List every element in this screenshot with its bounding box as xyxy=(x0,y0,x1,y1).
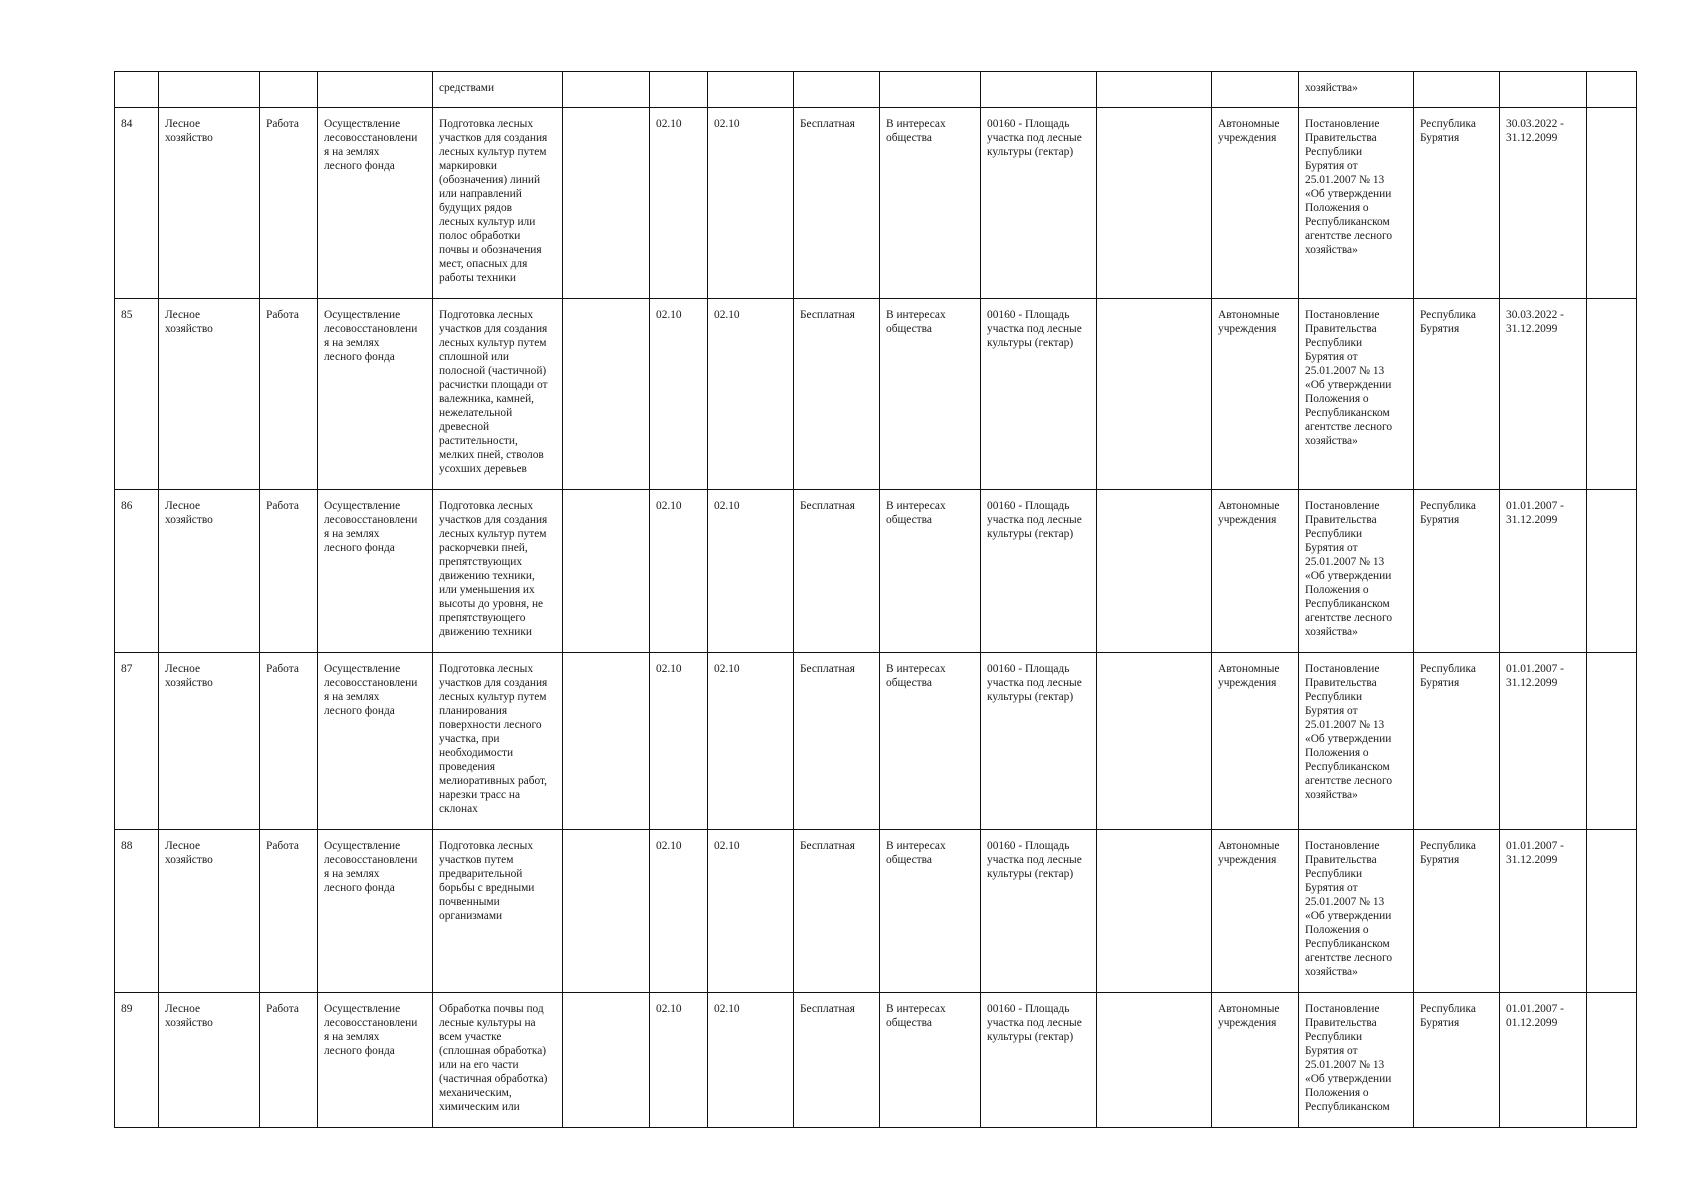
period-text: 30.03.2022 - 31.12.2099 xyxy=(1506,118,1564,144)
description-text: Подготовка лесных участков для создания лесных культур путем планирования поверхности лесного участка, при необходимости проведения мелиоративных работ, нарезки трасс на склонах xyxy=(439,663,548,815)
cell-region xyxy=(1414,299,1500,490)
cell-region xyxy=(1414,72,1500,108)
type-text: Работа xyxy=(266,663,299,675)
cell-num xyxy=(115,653,159,830)
code1-text: 02.10 xyxy=(656,663,682,675)
cell-legal-act xyxy=(1299,299,1414,490)
cell-num xyxy=(115,299,159,490)
code1-text: 02.10 xyxy=(656,500,682,512)
sector-text: Лесное хозяйство xyxy=(165,663,213,689)
cell-description xyxy=(433,72,563,108)
cell-last xyxy=(1587,653,1637,830)
legal-act-text: Постановление Правительства Республики Бурятия от 25.01.2007 № 13 «Об утверждении Положения о Республиканском агентстве лесного хозяйства» xyxy=(1305,663,1393,801)
cell-code1 xyxy=(650,299,708,490)
cell-indicator xyxy=(981,993,1097,1128)
cell-blank xyxy=(1097,72,1212,108)
cell-description xyxy=(433,993,563,1128)
region-text: Республика Бурятия xyxy=(1420,663,1476,689)
cell-blank xyxy=(1097,830,1212,993)
cell-num xyxy=(115,490,159,653)
num-text: 84 xyxy=(121,118,133,130)
num-text: 88 xyxy=(121,840,133,852)
cell-sector xyxy=(159,490,260,653)
cell-indicator xyxy=(981,490,1097,653)
cell-interest xyxy=(880,993,981,1128)
table-row xyxy=(115,299,1637,490)
cell-code1 xyxy=(650,108,708,299)
legal-act-text: хозяйства» xyxy=(1305,82,1358,94)
cell-region xyxy=(1414,653,1500,830)
cell-sector xyxy=(159,72,260,108)
num-text: 87 xyxy=(121,663,133,675)
cell-last xyxy=(1587,72,1637,108)
cell-description xyxy=(433,830,563,993)
cell-sector xyxy=(159,830,260,993)
region-text: Республика Бурятия xyxy=(1420,840,1476,866)
cell-extra xyxy=(563,490,650,653)
cell-code1 xyxy=(650,72,708,108)
cell-last xyxy=(1587,108,1637,299)
cell-period xyxy=(1500,108,1587,299)
period-text: 01.01.2007 - 31.12.2099 xyxy=(1506,500,1564,526)
cell-description xyxy=(433,299,563,490)
cell-extra xyxy=(563,993,650,1128)
cell-region xyxy=(1414,490,1500,653)
service-text: Осуществление лесовосстановлени я на землях лесного фонда xyxy=(324,500,418,554)
institution-text: Автономные учреждения xyxy=(1218,840,1280,866)
period-text: 30.03.2022 - 31.12.2099 xyxy=(1506,309,1564,335)
cell-code2 xyxy=(708,993,794,1128)
num-text: 86 xyxy=(121,500,133,512)
cell-legal-act xyxy=(1299,830,1414,993)
continuation-row xyxy=(115,72,1637,108)
cell-last xyxy=(1587,490,1637,653)
cell-interest xyxy=(880,490,981,653)
cell-description xyxy=(433,490,563,653)
cell-payment xyxy=(794,653,880,830)
cell-region xyxy=(1414,830,1500,993)
cell-blank xyxy=(1097,490,1212,653)
num-text: 85 xyxy=(121,309,133,321)
services-table xyxy=(114,71,1637,1128)
cell-extra xyxy=(563,72,650,108)
code2-text: 02.10 xyxy=(714,1003,740,1015)
cell-sector xyxy=(159,653,260,830)
num-text: 89 xyxy=(121,1003,133,1015)
cell-service xyxy=(318,830,433,993)
cell-indicator xyxy=(981,653,1097,830)
cell-sector xyxy=(159,993,260,1128)
cell-payment xyxy=(794,830,880,993)
cell-sector xyxy=(159,299,260,490)
cell-description xyxy=(433,108,563,299)
period-text: 01.01.2007 - 31.12.2099 xyxy=(1506,663,1564,689)
cell-code1 xyxy=(650,830,708,993)
cell-institution xyxy=(1212,299,1299,490)
cell-institution xyxy=(1212,490,1299,653)
service-text: Осуществление лесовосстановлени я на землях лесного фонда xyxy=(324,309,418,363)
cell-type xyxy=(260,108,318,299)
cell-extra xyxy=(563,299,650,490)
payment-text: Бесплатная xyxy=(800,500,855,512)
interest-text: В интересах общества xyxy=(886,118,946,144)
interest-text: В интересах общества xyxy=(886,309,946,335)
cell-type xyxy=(260,490,318,653)
payment-text: Бесплатная xyxy=(800,840,855,852)
cell-last xyxy=(1587,299,1637,490)
cell-legal-act xyxy=(1299,993,1414,1128)
code1-text: 02.10 xyxy=(656,1003,682,1015)
service-text: Осуществление лесовосстановлени я на землях лесного фонда xyxy=(324,118,418,172)
cell-legal-act xyxy=(1299,653,1414,830)
table-row xyxy=(115,830,1637,993)
code2-text: 02.10 xyxy=(714,663,740,675)
period-text: 01.01.2007 - 01.12.2099 xyxy=(1506,1003,1564,1029)
type-text: Работа xyxy=(266,500,299,512)
code2-text: 02.10 xyxy=(714,309,740,321)
cell-type xyxy=(260,830,318,993)
cell-code2 xyxy=(708,490,794,653)
indicator-text: 00160 - Площадь участка под лесные культуры (гектар) xyxy=(987,309,1082,349)
institution-text: Автономные учреждения xyxy=(1218,663,1280,689)
cell-institution xyxy=(1212,72,1299,108)
cell-code2 xyxy=(708,830,794,993)
cell-sector xyxy=(159,108,260,299)
legal-act-text: Постановление Правительства Республики Бурятия от 25.01.2007 № 13 «Об утверждении Положения о Республиканском агентстве лесного хозяйства» xyxy=(1305,118,1393,256)
description-text: Подготовка лесных участков для создания лесных культур путем маркировки (обозначения) линий или направлений будущих рядов лесных культур или полос обработки почвы и обозначения мест, опасных для работы техники xyxy=(439,118,548,284)
indicator-text: 00160 - Площадь участка под лесные культуры (гектар) xyxy=(987,840,1082,880)
code1-text: 02.10 xyxy=(656,840,682,852)
region-text: Республика Бурятия xyxy=(1420,118,1476,144)
payment-text: Бесплатная xyxy=(800,663,855,675)
type-text: Работа xyxy=(266,118,299,130)
service-text: Осуществление лесовосстановлени я на землях лесного фонда xyxy=(324,840,418,894)
cell-region xyxy=(1414,993,1500,1128)
cell-num xyxy=(115,72,159,108)
cell-code2 xyxy=(708,72,794,108)
service-text: Осуществление лесовосстановлени я на землях лесного фонда xyxy=(324,1003,418,1057)
cell-payment xyxy=(794,72,880,108)
code1-text: 02.10 xyxy=(656,118,682,130)
cell-service xyxy=(318,299,433,490)
cell-interest xyxy=(880,108,981,299)
cell-indicator xyxy=(981,830,1097,993)
cell-legal-act xyxy=(1299,490,1414,653)
payment-text: Бесплатная xyxy=(800,309,855,321)
table-row xyxy=(115,490,1637,653)
indicator-text: 00160 - Площадь участка под лесные культуры (гектар) xyxy=(987,663,1082,703)
cell-code2 xyxy=(708,108,794,299)
cell-blank xyxy=(1097,993,1212,1128)
institution-text: Автономные учреждения xyxy=(1218,309,1280,335)
institution-text: Автономные учреждения xyxy=(1218,118,1280,144)
cell-period xyxy=(1500,490,1587,653)
cell-period xyxy=(1500,72,1587,108)
cell-service xyxy=(318,993,433,1128)
cell-code2 xyxy=(708,653,794,830)
cell-payment xyxy=(794,490,880,653)
cell-legal-act xyxy=(1299,72,1414,108)
cell-institution xyxy=(1212,108,1299,299)
institution-text: Автономные учреждения xyxy=(1218,1003,1280,1029)
period-text: 01.01.2007 - 31.12.2099 xyxy=(1506,840,1564,866)
legal-act-text: Постановление Правительства Республики Бурятия от 25.01.2007 № 13 «Об утверждении Положения о Республиканском агентстве лесного хозяйства» xyxy=(1305,309,1393,447)
cell-type xyxy=(260,72,318,108)
interest-text: В интересах общества xyxy=(886,500,946,526)
type-text: Работа xyxy=(266,840,299,852)
cell-last xyxy=(1587,830,1637,993)
cell-code1 xyxy=(650,490,708,653)
code1-text: 02.10 xyxy=(656,309,682,321)
cell-blank xyxy=(1097,653,1212,830)
interest-text: В интересах общества xyxy=(886,663,946,689)
cell-period xyxy=(1500,830,1587,993)
indicator-text: 00160 - Площадь участка под лесные культуры (гектар) xyxy=(987,118,1082,158)
description-text: Подготовка лесных участков для создания лесных культур путем раскорчевки пней, препятствующих движению техники, или уменьшения их высоты до уровня, не препятствующего движению техники xyxy=(439,500,548,638)
cell-num xyxy=(115,830,159,993)
cell-institution xyxy=(1212,993,1299,1128)
cell-payment xyxy=(794,108,880,299)
sector-text: Лесное хозяйство xyxy=(165,1003,213,1029)
cell-type xyxy=(260,299,318,490)
cell-interest xyxy=(880,299,981,490)
cell-indicator xyxy=(981,72,1097,108)
cell-code1 xyxy=(650,993,708,1128)
cell-region xyxy=(1414,108,1500,299)
cell-indicator xyxy=(981,299,1097,490)
cell-extra xyxy=(563,653,650,830)
cell-extra xyxy=(563,108,650,299)
code2-text: 02.10 xyxy=(714,118,740,130)
cell-type xyxy=(260,993,318,1128)
table-row xyxy=(115,653,1637,830)
interest-text: В интересах общества xyxy=(886,1003,946,1029)
cell-institution xyxy=(1212,830,1299,993)
cell-interest xyxy=(880,653,981,830)
cell-num xyxy=(115,993,159,1128)
cell-blank xyxy=(1097,108,1212,299)
cell-description xyxy=(433,653,563,830)
service-text: Осуществление лесовосстановлени я на землях лесного фонда xyxy=(324,663,418,717)
cell-legal-act xyxy=(1299,108,1414,299)
cell-payment xyxy=(794,993,880,1128)
cell-service xyxy=(318,72,433,108)
sector-text: Лесное хозяйство xyxy=(165,118,213,144)
table-row xyxy=(115,108,1637,299)
code2-text: 02.10 xyxy=(714,500,740,512)
cell-interest xyxy=(880,830,981,993)
cell-type xyxy=(260,653,318,830)
legal-act-text: Постановление Правительства Республики Бурятия от 25.01.2007 № 13 «Об утверждении Положения о Республиканском xyxy=(1305,1003,1392,1113)
indicator-text: 00160 - Площадь участка под лесные культуры (гектар) xyxy=(987,500,1082,540)
cell-institution xyxy=(1212,653,1299,830)
cell-code1 xyxy=(650,653,708,830)
cell-service xyxy=(318,108,433,299)
type-text: Работа xyxy=(266,309,299,321)
cell-blank xyxy=(1097,299,1212,490)
cell-indicator xyxy=(981,108,1097,299)
cell-last xyxy=(1587,993,1637,1128)
type-text: Работа xyxy=(266,1003,299,1015)
region-text: Республика Бурятия xyxy=(1420,309,1476,335)
description-text: средствами xyxy=(439,82,495,94)
cell-service xyxy=(318,490,433,653)
cell-period xyxy=(1500,299,1587,490)
cell-period xyxy=(1500,993,1587,1128)
cell-period xyxy=(1500,653,1587,830)
cell-num xyxy=(115,108,159,299)
sector-text: Лесное хозяйство xyxy=(165,840,213,866)
cell-payment xyxy=(794,299,880,490)
region-text: Республика Бурятия xyxy=(1420,500,1476,526)
cell-extra xyxy=(563,830,650,993)
cell-service xyxy=(318,653,433,830)
description-text: Обработка почвы под лесные культуры на всем участке (сплошная обработка) или на его части (частичная обработка) механическим, химическим или xyxy=(439,1003,548,1113)
region-text: Республика Бурятия xyxy=(1420,1003,1476,1029)
code2-text: 02.10 xyxy=(714,840,740,852)
cell-interest xyxy=(880,72,981,108)
institution-text: Автономные учреждения xyxy=(1218,500,1280,526)
payment-text: Бесплатная xyxy=(800,1003,855,1015)
legal-act-text: Постановление Правительства Республики Бурятия от 25.01.2007 № 13 «Об утверждении Положения о Республиканском агентстве лесного хозяйства» xyxy=(1305,840,1393,978)
sector-text: Лесное хозяйство xyxy=(165,309,213,335)
description-text: Подготовка лесных участков для создания лесных культур путем сплошной или полосной (частичной) расчистки площади от валежника, камней, нежелательной древесной растительности, мелких пней, стволов усохших деревьев xyxy=(439,309,548,475)
sector-text: Лесное хозяйство xyxy=(165,500,213,526)
table-row xyxy=(115,993,1637,1128)
indicator-text: 00160 - Площадь участка под лесные культуры (гектар) xyxy=(987,1003,1082,1043)
payment-text: Бесплатная xyxy=(800,118,855,130)
description-text: Подготовка лесных участков путем предварительной борьбы с вредными почвенными организмами xyxy=(439,840,535,922)
legal-act-text: Постановление Правительства Республики Бурятия от 25.01.2007 № 13 «Об утверждении Положения о Республиканском агентстве лесного хозяйства» xyxy=(1305,500,1393,638)
cell-code2 xyxy=(708,299,794,490)
interest-text: В интересах общества xyxy=(886,840,946,866)
